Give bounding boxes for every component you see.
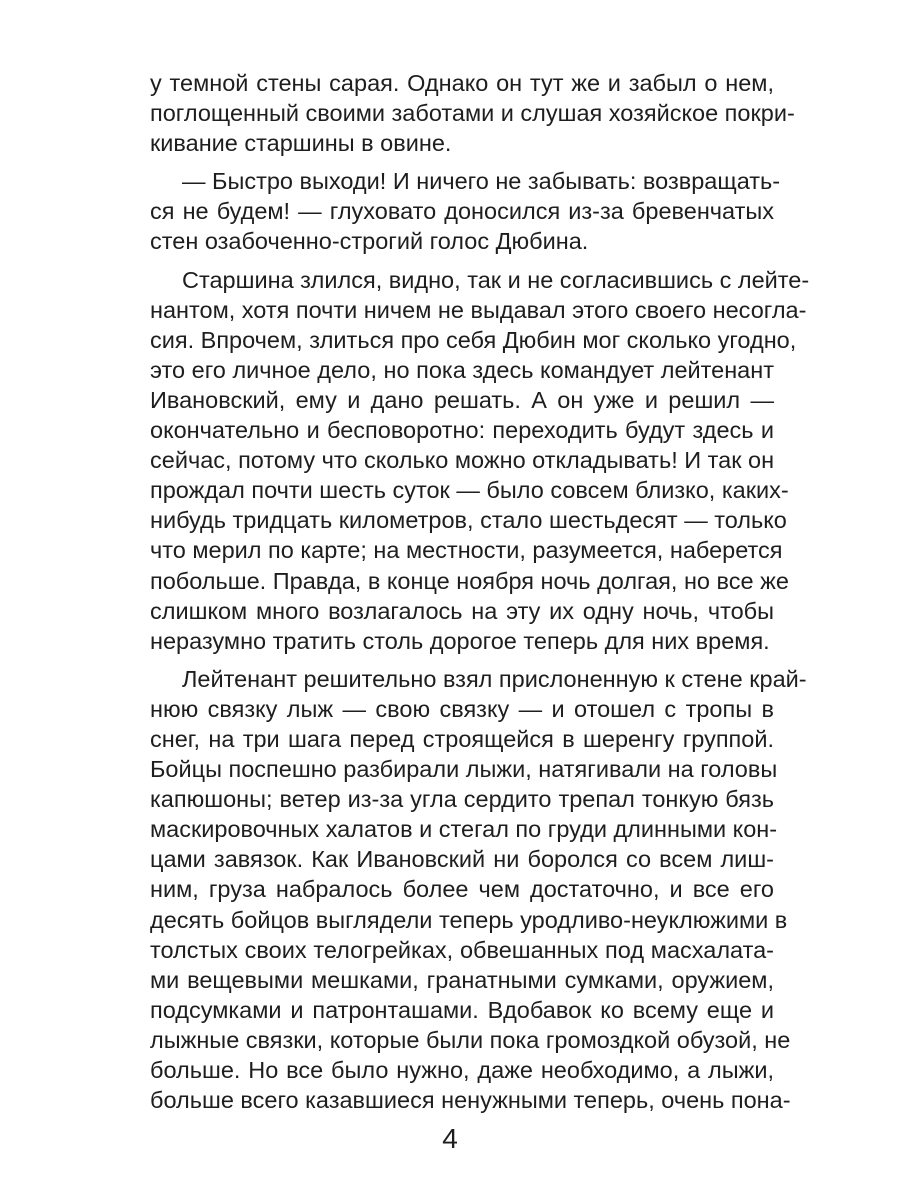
text-line: лыжные связки, которые были пока громоздкой обузой, не <box>150 1026 791 1053</box>
text-line: неразумно тратить столь дорогое теперь для них время. <box>150 627 770 654</box>
text-line: сия. Впрочем, злиться про себя Дюбин мог сколько угодно, <box>150 326 797 353</box>
text-line: Бойцы поспешно разбирали лыжи, натягивали на головы <box>150 756 778 783</box>
text-line: окончательно и бесповоротно: переходить будут здесь и <box>150 417 774 444</box>
text-line: цами завязок. Как Ивановский ни боролся со всем лиш- <box>150 846 774 873</box>
text-line: Лейтенант решительно взял прислоненную к стене край- <box>182 665 807 692</box>
text-line: Ивановский, ему и дано решать. А он уже и решил — <box>150 386 774 413</box>
text-line: стен озабоченно-строгий голос Дюбина. <box>150 228 589 255</box>
text-line: что мерил по карте; на местности, разумеется, наберется <box>150 537 783 564</box>
text-line: больше. Но все было нужно, даже необходимо, а лыжи, <box>150 1057 774 1083</box>
text-line: больше всего казавшиеся ненужными теперь, очень пона- <box>150 1087 791 1114</box>
page-text <box>150 68 810 1115</box>
page-number: 4 <box>442 1123 458 1154</box>
text-line: подсумками и патронташами. Вдобавок ко всему еще и <box>150 996 774 1023</box>
text-line: десять бойцов выглядели теперь уродливо-неуклюжими в <box>150 906 788 933</box>
text-line: ся не будем! — глуховато доносился из-за бревенчатых <box>150 198 774 225</box>
text-line: прождал почти шесть суток — было совсем близко, каких- <box>150 477 789 504</box>
text-line: это его личное дело, но пока здесь командует лейтенант <box>150 356 774 383</box>
text-line: — Быстро выходи! И ничего не забывать: возвращать- <box>182 168 781 195</box>
text-line: Старшина злился, видно, так и не согласившись с лейте- <box>182 266 810 293</box>
text-line: маскировочных халатов и стегал по груди длинными кон- <box>150 816 778 843</box>
text-line: поглощенный своими заботами и слушая хозяйское покри- <box>150 100 795 127</box>
text-line: нантом, хотя почти ничем не выдавал этого своего несогла- <box>150 296 807 323</box>
text-line: снег, на три шага перед строящейся в шеренгу группой. <box>150 725 774 752</box>
text-line: ми вещевыми мешками, гранатными сумками, оружием, <box>150 966 774 993</box>
text-line: кивание старшины в овине. <box>150 130 452 157</box>
text-line: нибудь тридцать километров, стало шестьдесят — только <box>150 507 787 534</box>
text-line: ним, груза набралось более чем достаточно, и все его <box>150 876 774 903</box>
text-line: сейчас, потому что сколько можно откладывать! И так он <box>150 447 775 474</box>
text-line: толстых своих телогрейках, обвешанных под масхалата- <box>150 936 774 963</box>
text-line: капюшоны; ветер из-за угла сердито трепал тонкую бязь <box>150 786 774 813</box>
text-line: у темной стены сарая. Однако он тут же и забыл о нем, <box>150 70 774 96</box>
text-line: слишком много возлагалось на эту их одну ночь, чтобы <box>150 597 774 624</box>
text-line: нюю связку лыж — свою связку — и отошел с тропы в <box>150 695 774 722</box>
text-line: побольше. Правда, в конце ноября ночь долгая, но все же <box>150 567 789 594</box>
